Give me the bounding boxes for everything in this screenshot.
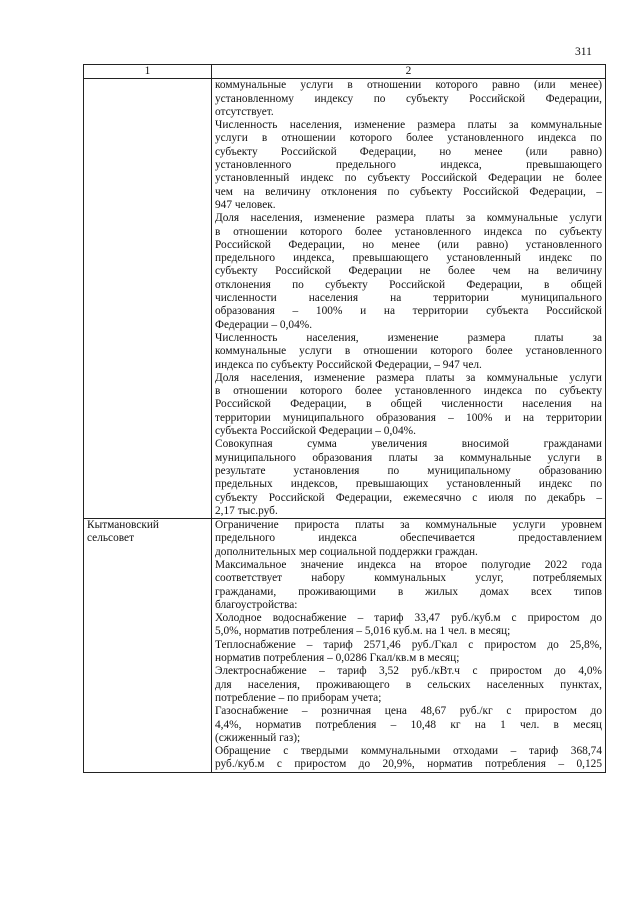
text-line: гражданами, проживающими в жилых домах всех типов: [215, 585, 602, 598]
text-line: установленному индексу по субъекту Российской Федерации,: [215, 92, 602, 105]
row2-label-cell: [84, 519, 212, 773]
text-line: для населения, проживающего в сельских населенных пунктах,: [215, 678, 602, 691]
text-line: Газоснабжение – розничная цена 48,67 руб./кг с приростом до: [215, 705, 602, 718]
text-line: Ограничение прироста платы за коммунальные услуги уровнем: [215, 519, 602, 532]
text-line: коммунальные услуги в отношении которого более установленного: [215, 345, 602, 358]
text-line: Электроснабжение – тариф 3,52 руб./кВт.ч с приростом до 4,0%: [215, 665, 602, 678]
text-line: потребление – по приборам учета;: [215, 691, 382, 704]
text-line: Холодное водоснабжение – тариф 33,47 руб./куб.м с приростом до: [215, 612, 602, 625]
row1-label-cell: [84, 79, 212, 519]
text-line: услуги в отношении которого более установленного индекса по: [215, 132, 602, 145]
text-line: территории муниципального образования – 100% и на территории: [215, 411, 602, 424]
text-line: субъекта Российской Федерации – 0,04%.: [215, 425, 416, 438]
row2-text-cell: [212, 519, 606, 773]
text-line: предельного индекса, превышающего установленный индекс по: [215, 252, 602, 265]
text-line: соответствует набору коммунальных услуг, потребляемых: [215, 572, 602, 585]
text-line: Доля населения, изменение размера платы за коммунальные услуги: [215, 371, 602, 384]
text-line: Численность населения, изменение размера платы за: [215, 331, 602, 344]
text-line: Федерации – 0,04%.: [215, 318, 313, 331]
text-line: численности населения на территории муниципального: [215, 292, 602, 305]
text-line: руб./куб.м с приростом до 20,9%, норматив потребления – 0,125: [215, 758, 602, 771]
text-line: Максимальное значение индекса на второе полугодие 2022 года: [215, 558, 602, 571]
text-line: Российской Федерации, но менее (или равно) установленного: [215, 238, 602, 251]
text-line: Доля населения, изменение размера платы за коммунальные услуги: [215, 212, 602, 225]
text-line: Российской Федерации, в общей численности населения на: [215, 398, 602, 411]
table-row: [84, 519, 606, 773]
text-line: муниципального образования платы за коммунальные услуги в: [215, 451, 602, 464]
page-number: 311: [575, 46, 592, 58]
text-line: Совокупная сумма увеличения вносимой гражданами: [215, 438, 602, 451]
text-line: 5,0%, норматив потребления – 5,016 куб.м. на 1 чел. в месяц;: [215, 625, 511, 638]
text-line: отсутствует.: [215, 105, 274, 118]
table-row: [84, 79, 606, 519]
row1-text-cell: [212, 79, 606, 519]
text-line: в отношении которого более установленного индекса по субъекту: [215, 225, 602, 238]
text-line: индекса по субъекту Российской Федерации, – 947 чел.: [215, 358, 482, 371]
text-line: субъекту Российской Федерации, но менее (или равно): [215, 145, 602, 158]
text-line: (сжиженный газ);: [215, 731, 301, 744]
text-line: установленный индекс по субъекту Российской Федерации не более: [215, 172, 602, 185]
row-label-line: сельсовет: [87, 532, 135, 545]
text-line: дополнительных мер социальной поддержки граждан.: [215, 545, 478, 558]
text-line: норматив потребления – 0,0286 Гкал/кв.м в месяц;: [215, 652, 460, 665]
text-line: благоустройства:: [215, 598, 298, 611]
document-table: [83, 64, 606, 773]
column-header-2: 2: [212, 65, 606, 79]
text-line: в отношении которого более установленного индекса по субъекту: [215, 385, 602, 398]
text-line: Обращение с твердыми коммунальными отходами – тариф 368,74: [215, 745, 602, 758]
text-line: 2,17 тыс.руб.: [215, 504, 278, 517]
text-line: результате установления по муниципальному образованию: [215, 464, 602, 477]
text-line: чем на величину отклонения по субъекту Российской Федерации, –: [215, 185, 602, 198]
text-line: предельных индексов, превышающих установленный индекс по: [215, 478, 602, 491]
text-line: Численность населения, изменение размера платы за коммунальные: [215, 119, 602, 132]
text-line: Теплоснабжение – тариф 2571,46 руб./Гкал с приростом до 25,8%,: [215, 638, 602, 651]
text-line: установленного предельного индекса, превышающего: [215, 159, 602, 172]
text-line: 4,4%, норматив потребления – 10,48 кг на 1 чел. в месяц: [215, 718, 602, 731]
table-header-row: [84, 65, 606, 79]
text-line: 947 человек.: [215, 198, 276, 211]
text-line: отклонения по субъекту Российской Федерации, в общей: [215, 278, 602, 291]
text-line: предельного индекса обеспечивается предоставлением: [215, 532, 602, 545]
text-line: субъекту Российской Федерации не более чем на величину: [215, 265, 602, 278]
column-header-1: 1: [84, 65, 212, 79]
text-line: коммунальные услуги в отношении которого равно (или менее): [215, 79, 602, 92]
text-line: субъекту Российской Федерации, ежемесячно с июля по декабрь –: [215, 491, 602, 504]
text-line: образования – 100% и на территории субъекта Российской: [215, 305, 602, 318]
row-label-line: Кытмановский: [87, 519, 160, 532]
